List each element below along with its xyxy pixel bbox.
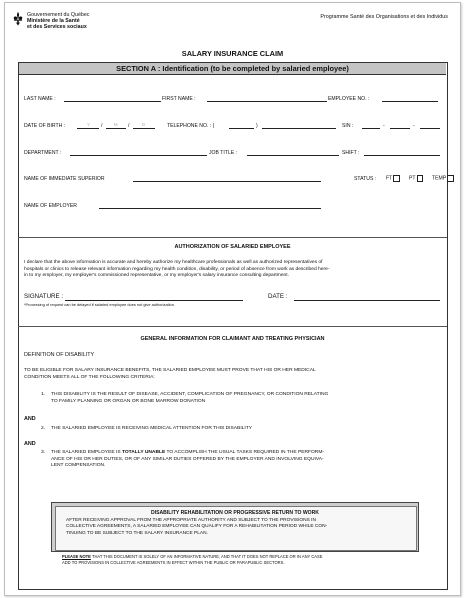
- eligibility-line-2: CONDITION MEETS ALL OF THE FOLLOWING CRITERIA:: [24, 374, 155, 380]
- criterion-1-line-1: THIS DISABILITY IS THE RESULT OF DISEASE, ACCIDENT, COMPLICATION OF PREGNANCY, OR CONDITION RELATING: [51, 392, 329, 397]
- authorization-line-2: hospitals or clinics to release relevant information regarding my health condition, disability, or period of absence from work as described here-: [24, 266, 330, 272]
- sin-part-1-field[interactable]: [362, 128, 380, 129]
- rehabilitation-line-3: TINUING TO BE SUBJECT TO THE SALARY INSURANCE PLAN.: [66, 530, 208, 536]
- sin-dash-1: -: [383, 123, 385, 129]
- dob-year-hint: Y: [87, 122, 90, 127]
- telephone-label: TELEPHONE NO. : (: [167, 123, 215, 129]
- last-name-label: LAST NAME :: [24, 96, 56, 102]
- ministry-name-2: et des Services sociaux: [27, 24, 87, 30]
- dob-label: DATE OF BIRTH :: [24, 123, 66, 129]
- criterion-2-line-1: THE SALARIED EMPLOYEE IS RECEIVING MEDICAL ATTENTION FOR THIS DISABILITY: [51, 426, 253, 431]
- rehabilitation-line-1: AFTER RECEIVING APPROVAL FROM THE APPROPRIATE AUTHORITY AND SUBJECT TO THE PROVISIONS IN: [66, 518, 316, 523]
- authorization-line-1: I declare that the above information is accurate and hereby authorize my healthcare professionals as well as authorized representatives of: [24, 260, 323, 265]
- gov-name: Gouvernement du Québec: [27, 12, 90, 18]
- dob-month-field[interactable]: [106, 128, 126, 129]
- please-note-label: PLEASE NOTE: [62, 554, 91, 559]
- ministry-block: [27, 12, 89, 30]
- dob-separator-1: /: [101, 123, 103, 129]
- superior-label: NAME OF IMMEDIATE SUPERIOR: [24, 176, 105, 182]
- criterion-3-number: 3.: [41, 450, 46, 455]
- status-ft-option[interactable]: [386, 175, 400, 182]
- sin-part-3-field[interactable]: [420, 128, 440, 129]
- criterion-3-line-3: LENT COMPENSATION.: [51, 463, 106, 469]
- date-field[interactable]: [294, 300, 440, 301]
- date-label: DATE :: [268, 293, 288, 300]
- department-field[interactable]: [70, 155, 207, 156]
- sin-part-2-field[interactable]: [390, 128, 410, 129]
- status-ft-label: FT: [386, 175, 393, 182]
- department-label: DEPARTMENT :: [24, 150, 62, 156]
- and-connector-1: AND: [24, 416, 36, 422]
- employee-no-field[interactable]: [382, 101, 438, 102]
- job-title-label: JOB TITLE :: [209, 150, 237, 156]
- criterion-3: [51, 450, 443, 470]
- rehabilitation-text: [66, 518, 412, 537]
- criterion-2-number: 2.: [41, 426, 46, 431]
- dob-separator-2: /: [128, 123, 130, 129]
- superior-field[interactable]: [133, 181, 321, 182]
- telephone-paren: ): [256, 123, 258, 129]
- criterion-3-line-1: [51, 450, 443, 457]
- dob-day-field[interactable]: [133, 128, 155, 129]
- rehabilitation-line-2: COLLECTIVE AGREEMENTS, A SALARIED EMPLOYEE CAN QUALIFY FOR A REHABILITATION PERIOD WHILE CON-: [66, 524, 328, 530]
- footer-note-line-2: ADD TO PROVISIONS IN COLLECTIVE AGREEMENTS IN EFFECT WITHIN THE PUBLIC OR PARAPUBLIC SECTORS.: [62, 560, 285, 565]
- dob-year-field[interactable]: [77, 128, 99, 129]
- status-temp-label: TEMP: [432, 175, 447, 182]
- criterion-3-pre: THE SALARIED EMPLOYEE IS: [51, 450, 121, 455]
- rehabilitation-title: DISABILITY REHABILITATION OR PROGRESSIVE RETURN TO WORK: [150, 510, 319, 516]
- status-pt-option[interactable]: [409, 175, 423, 182]
- sin-dash-2: -: [413, 123, 415, 129]
- ministry-name: Ministère de la Santé: [27, 18, 80, 24]
- criterion-3-line-2: ANCE OF HIS OR HER DUTIES, OR OF ANY SIMILAR DUTIES OFFERED BY THE EMPLOYER AND INVOLVING EQUIVA-: [51, 456, 324, 462]
- criterion-1: [51, 392, 443, 405]
- telephone-area-field[interactable]: [229, 128, 254, 129]
- section-divider-1: [18, 237, 447, 238]
- form-page: [4, 2, 461, 596]
- dob-day-hint: D: [142, 122, 146, 127]
- sin-label: SIN :: [342, 123, 354, 129]
- status-temp-option[interactable]: [432, 175, 454, 182]
- footer-note: [62, 554, 442, 566]
- authorization-text: [24, 260, 444, 280]
- authorization-title: AUTHORIZATION OF SALARIED EMPLOYEE: [174, 244, 291, 250]
- status-pt-label: PT: [409, 175, 416, 182]
- last-name-field[interactable]: [64, 101, 161, 102]
- status-ft-checkbox[interactable]: [393, 175, 400, 182]
- eligibility-text: [24, 368, 444, 381]
- status-pt-checkbox[interactable]: [417, 175, 424, 182]
- processing-note: *Processing of request can be delayed if salaried employee does not give authorization.: [24, 302, 175, 307]
- signature-label: SIGNATURE :: [24, 293, 64, 300]
- status-label: STATUS :: [354, 176, 377, 182]
- definition-heading: DEFINITION OF DISABILITY: [24, 352, 95, 358]
- authorization-line-3: in to my employer, my employer's commissioned representative, or my employer's salary insurance consulting department.: [24, 273, 289, 279]
- footer-line-1-text: THAT THIS DOCUMENT IS SOLELY OF AN INFORMATIVE NATURE, AND THAT IT DOES NOT REPLACE OR IN ANY CASE: [91, 554, 323, 559]
- form-title: SALARY INSURANCE CLAIM: [181, 49, 284, 58]
- criterion-3-post: TO ACCOMPLISH THE USUAL TASKS REQUIRED IN THE PERFORM-: [166, 450, 325, 455]
- criterion-1-number: 1.: [41, 392, 46, 397]
- and-connector-2: AND: [24, 441, 36, 447]
- telephone-number-field[interactable]: [262, 128, 336, 129]
- first-name-field[interactable]: [207, 101, 327, 102]
- dob-month-hint: M: [114, 122, 118, 127]
- quebec-fleur-de-lis-logo: [13, 12, 23, 26]
- eligibility-line-1: TO BE ELIGIBLE FOR SALARY INSURANCE BENEFITS, THE SALARIED EMPLOYEE MUST PROVE THAT HIS OR HER MEDICAL: [24, 368, 316, 373]
- signature-field[interactable]: [65, 300, 243, 301]
- employer-field[interactable]: [99, 208, 321, 209]
- job-title-field[interactable]: [247, 155, 339, 156]
- shift-field[interactable]: [364, 155, 440, 156]
- section-divider-2: [18, 326, 447, 327]
- first-name-label: FIRST NAME :: [162, 96, 196, 102]
- status-temp-checkbox[interactable]: [447, 175, 454, 182]
- employer-label: NAME OF EMPLOYER: [24, 203, 77, 209]
- program-name: Programme Santé des Organisations et des Individus: [320, 14, 448, 20]
- criterion-2: [51, 426, 443, 433]
- criterion-3-emphasis: TOTALLY UNABLE: [121, 450, 166, 455]
- section-a-header: SECTION A : Identification (to be completed by salaried employee): [19, 63, 446, 75]
- employee-no-label: EMPLOYEE NO. :: [328, 96, 370, 102]
- shift-label: SHIFT :: [342, 150, 360, 156]
- criterion-1-line-2: TO FAMILY PLANNING OR ORGAN OR BONE MARROW DONATION: [51, 398, 206, 404]
- general-info-title: GENERAL INFORMATION FOR CLAIMANT AND TREATING PHYSICIAN: [140, 336, 325, 342]
